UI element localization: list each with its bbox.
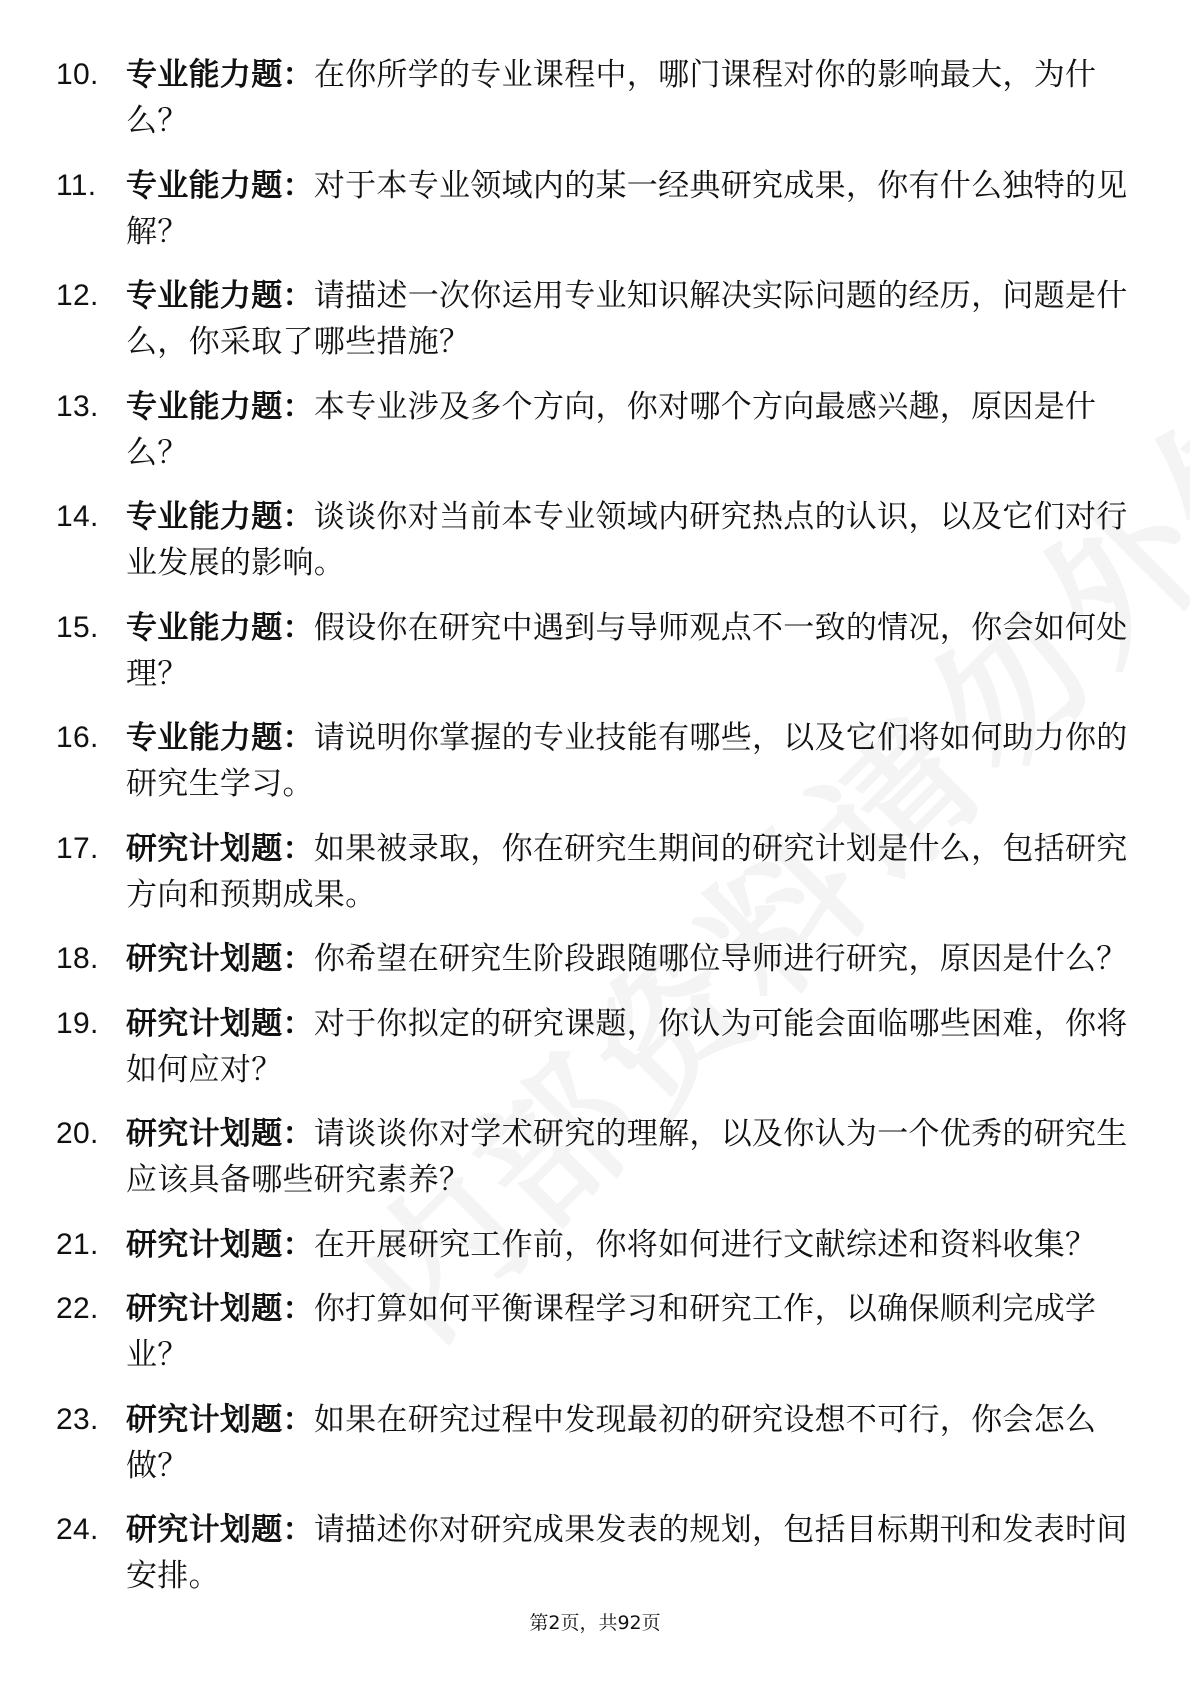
- question-number: 18.: [56, 942, 99, 975]
- question-item: [56, 1507, 1136, 1599]
- question-number: 13.: [56, 389, 99, 423]
- question-category: 研究计划题：: [126, 1512, 314, 1548]
- question-item: [56, 1222, 1136, 1268]
- question-item: [56, 1001, 1136, 1093]
- question-text: 在开展研究工作前，你将如何进行文献综述和资料收集？: [313, 1226, 1097, 1263]
- question-text: 如果被录取，你在研究生期间的研究计划是什么，包括研究方向和预期成果。: [126, 830, 1128, 913]
- question-category: 研究计划题：: [126, 941, 314, 977]
- question-text: 对于本专业领域内的某一经典研究成果，你有什么独特的见解？: [126, 167, 1128, 250]
- question-category: 研究计划题：: [126, 1005, 314, 1042]
- question-item: [56, 163, 1136, 255]
- question-text: 假设你在研究中遇到与导师观点不一致的情况，你会如何处理？: [126, 609, 1128, 692]
- question-number: 20.: [56, 1117, 99, 1150]
- question-category: 专业能力题：: [126, 499, 314, 535]
- question-text: 本专业涉及多个方向，你对哪个方向最感兴趣，原因是什么？: [126, 388, 1097, 471]
- question-category: 专业能力题：: [126, 720, 314, 756]
- question-item: [56, 384, 1136, 476]
- question-text: 你打算如何平衡课程学习和研究工作，以确保顺利完成学业？: [126, 1291, 1097, 1373]
- question-item: [56, 1397, 1136, 1489]
- question-item: [56, 826, 1136, 918]
- question-category: 研究计划题：: [126, 830, 314, 867]
- question-text: 谈谈你对当前本专业领域内研究热点的认识，以及它们对行业发展的影响。: [126, 499, 1128, 581]
- question-text: 你希望在研究生阶段跟随哪位导师进行研究，原因是什么？: [313, 941, 1128, 977]
- question-item: [56, 715, 1136, 807]
- question-number: 10.: [56, 58, 99, 91]
- question-number: 21.: [56, 1227, 99, 1261]
- question-number: 14.: [56, 500, 99, 533]
- question-item: [56, 1286, 1136, 1378]
- question-category: 研究计划题：: [126, 1401, 314, 1438]
- question-number: 15.: [56, 610, 99, 644]
- question-number: 19.: [56, 1006, 99, 1040]
- question-number: 16.: [56, 721, 99, 754]
- question-number: 24.: [56, 1513, 99, 1546]
- question-text: 对于你拟定的研究课题，你认为可能会面临哪些困难，你将如何应对？: [126, 1005, 1128, 1088]
- question-number: 11.: [56, 168, 97, 202]
- question-text: 请描述一次你运用专业知识解决实际问题的经历，问题是什么，你采取了哪些措施？: [126, 278, 1128, 360]
- question-category: 专业能力题：: [126, 167, 314, 204]
- question-item: [56, 605, 1136, 697]
- question-text: 请说明你掌握的专业技能有哪些，以及它们将如何助力你的研究生学习。: [126, 720, 1128, 802]
- question-item: [56, 52, 1136, 144]
- question-text: 如果在研究过程中发现最初的研究设想不可行，你会怎么做？: [126, 1401, 1097, 1484]
- question-category: 专业能力题：: [126, 388, 314, 425]
- question-item: [56, 273, 1136, 365]
- question-item: [56, 494, 1136, 586]
- question-category: 专业能力题：: [126, 57, 314, 93]
- question-text: 请描述你对研究成果发表的规划，包括目标期刊和发表时间安排。: [126, 1512, 1128, 1594]
- question-number: 22.: [56, 1292, 99, 1325]
- question-item: [56, 936, 1136, 982]
- question-category: 研究计划题：: [126, 1291, 314, 1327]
- question-number: 23.: [56, 1402, 99, 1436]
- question-number: 17.: [56, 831, 99, 865]
- question-category: 专业能力题：: [126, 609, 314, 646]
- question-text: 在你所学的专业课程中，哪门课程对你的影响最大，为什么？: [126, 57, 1097, 139]
- question-text: 请谈谈你对学术研究的理解，以及你认为一个优秀的研究生应该具备哪些研究素养？: [126, 1116, 1128, 1198]
- question-category: 专业能力题：: [126, 278, 314, 314]
- question-item: [56, 1111, 1136, 1203]
- page-footer: 第2页，共92页: [529, 1612, 661, 1634]
- question-category: 研究计划题：: [126, 1116, 314, 1152]
- question-number: 12.: [56, 279, 99, 312]
- question-list: [56, 52, 1136, 1618]
- question-category: 研究计划题：: [126, 1226, 314, 1263]
